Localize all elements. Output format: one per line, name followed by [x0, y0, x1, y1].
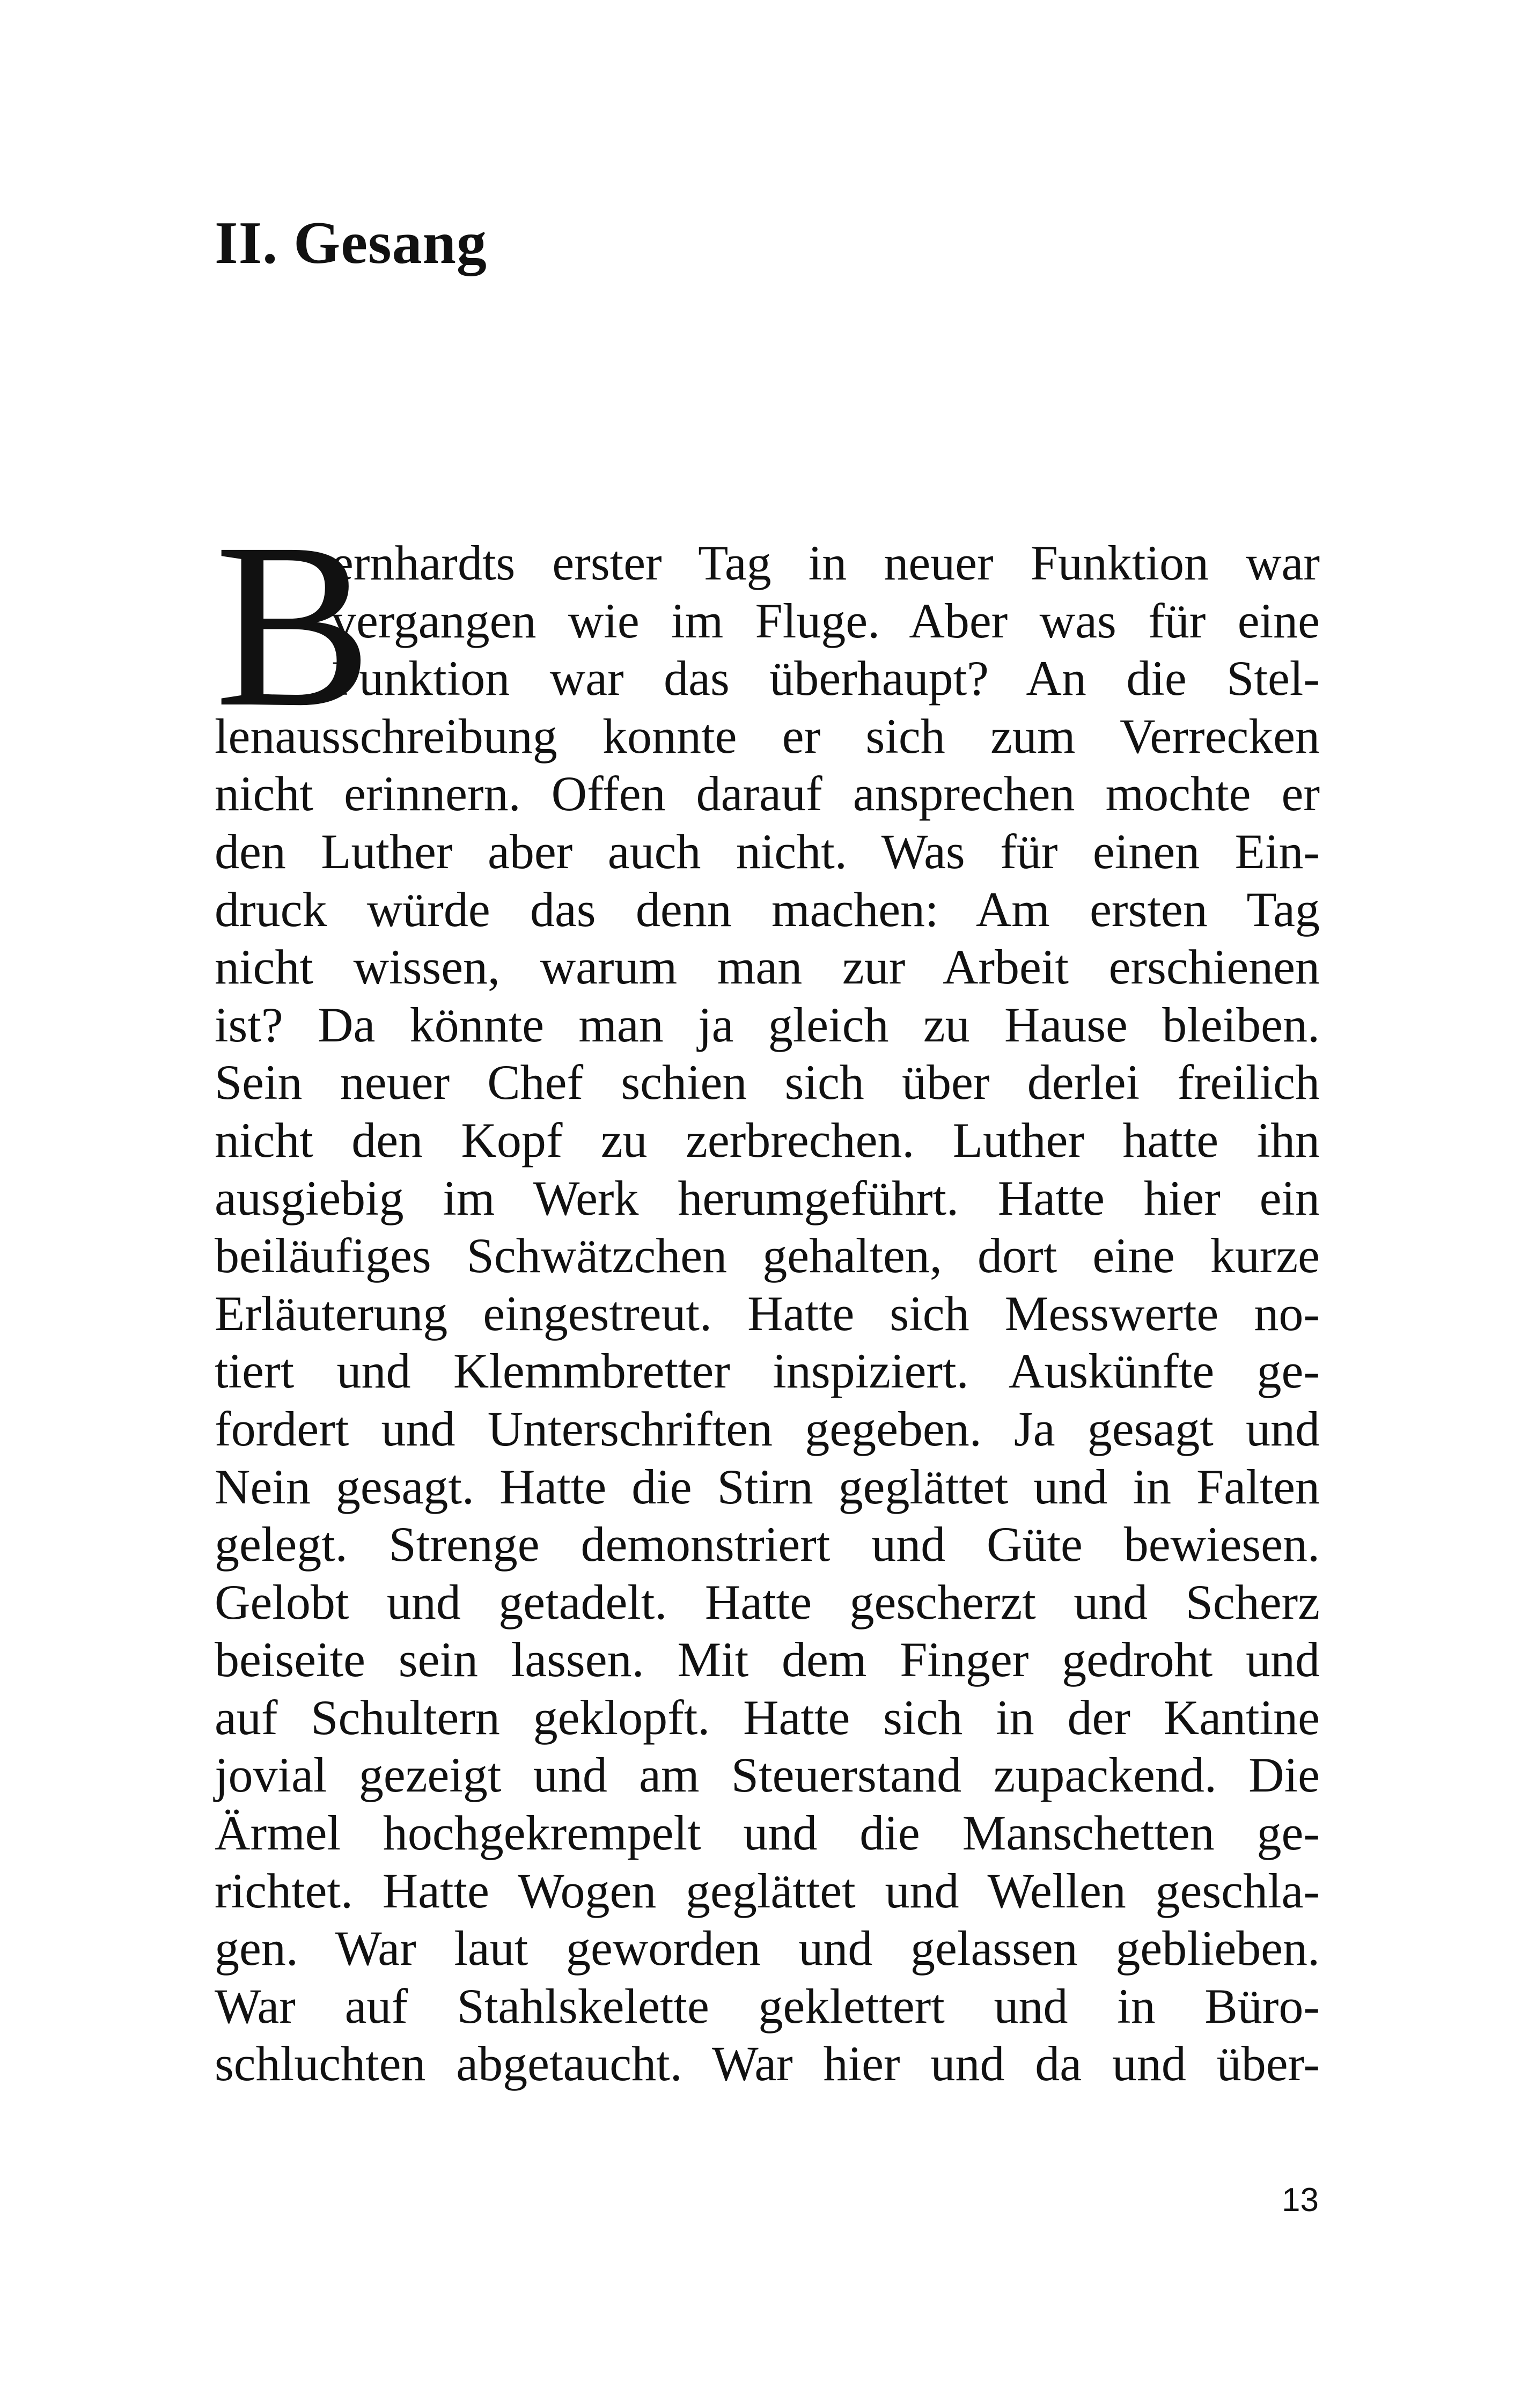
text-line: ist? Da könnte man ja gleich zu Hause bleiben.	[215, 997, 1320, 1052]
text-line: tiert und Klemmbretter inspiziert. Auskünfte ge-	[215, 1344, 1320, 1399]
text-line: beiläufiges Schwätzchen gehalten, dort eine kurze	[215, 1228, 1320, 1283]
text-line: fordert und Unterschriften gegeben. Ja gesagt und	[215, 1401, 1320, 1456]
text-line: nicht den Kopf zu zerbrechen. Luther hatte ihn	[215, 1112, 1320, 1168]
body-paragraph	[215, 495, 1320, 2093]
text-line: schluchten abgetaucht. War hier und da und über-	[215, 2036, 1320, 2091]
text-line: Gelobt und getadelt. Hatte gescherzt und Scherz	[215, 1574, 1320, 1629]
text-line: ernhardts erster Tag in neuer Funktion war	[332, 535, 1320, 590]
text-line: Funktion war das überhaupt? An die Stel-	[332, 651, 1320, 706]
drop-cap: B	[215, 495, 372, 756]
chapter-title: II. Gesang	[215, 210, 487, 276]
text-line: ausgiebig im Werk herumgeführt. Hatte hier ein	[215, 1170, 1320, 1225]
text-line: nicht erinnern. Offen darauf ansprechen mochte er	[215, 766, 1320, 821]
text-line: richtet. Hatte Wogen geglättet und Wellen geschla-	[215, 1863, 1320, 1918]
text-line: druck würde das denn machen: Am ersten Tag	[215, 882, 1320, 937]
text-line: auf Schultern geklopft. Hatte sich in der Kantine	[215, 1690, 1320, 1745]
text-line: beiseite sein lassen. Mit dem Finger gedroht und	[215, 1632, 1320, 1687]
text-line: nicht wissen, warum man zur Arbeit erschienen	[215, 939, 1320, 995]
text-line: Nein gesagt. Hatte die Stirn geglättet und in Falten	[215, 1459, 1320, 1514]
text-line: Erläuterung eingestreut. Hatte sich Messwerte no-	[215, 1286, 1320, 1341]
text-line: lenausschreibung konnte er sich zum Verrecken	[215, 708, 1320, 763]
text-line: gen. War laut geworden und gelassen geblieben.	[215, 1921, 1320, 1976]
text-line: gelegt. Strenge demonstriert und Güte bewiesen.	[215, 1517, 1320, 1572]
text-line: Sein neuer Chef schien sich über derlei freilich	[215, 1055, 1320, 1110]
text-line: War auf Stahlskelette geklettert und in Büro-	[215, 1978, 1320, 2033]
text-line: vergangen wie im Fluge. Aber was für eine	[332, 593, 1320, 648]
text-line: jovial gezeigt und am Steuerstand zupackend. Die	[215, 1748, 1320, 1803]
page-number: 13	[1282, 2182, 1319, 2219]
text-line: den Luther aber auch nicht. Was für einen Ein-	[215, 824, 1320, 879]
text-line: Ärmel hochgekrempelt und die Manschetten ge-	[215, 1805, 1320, 1861]
